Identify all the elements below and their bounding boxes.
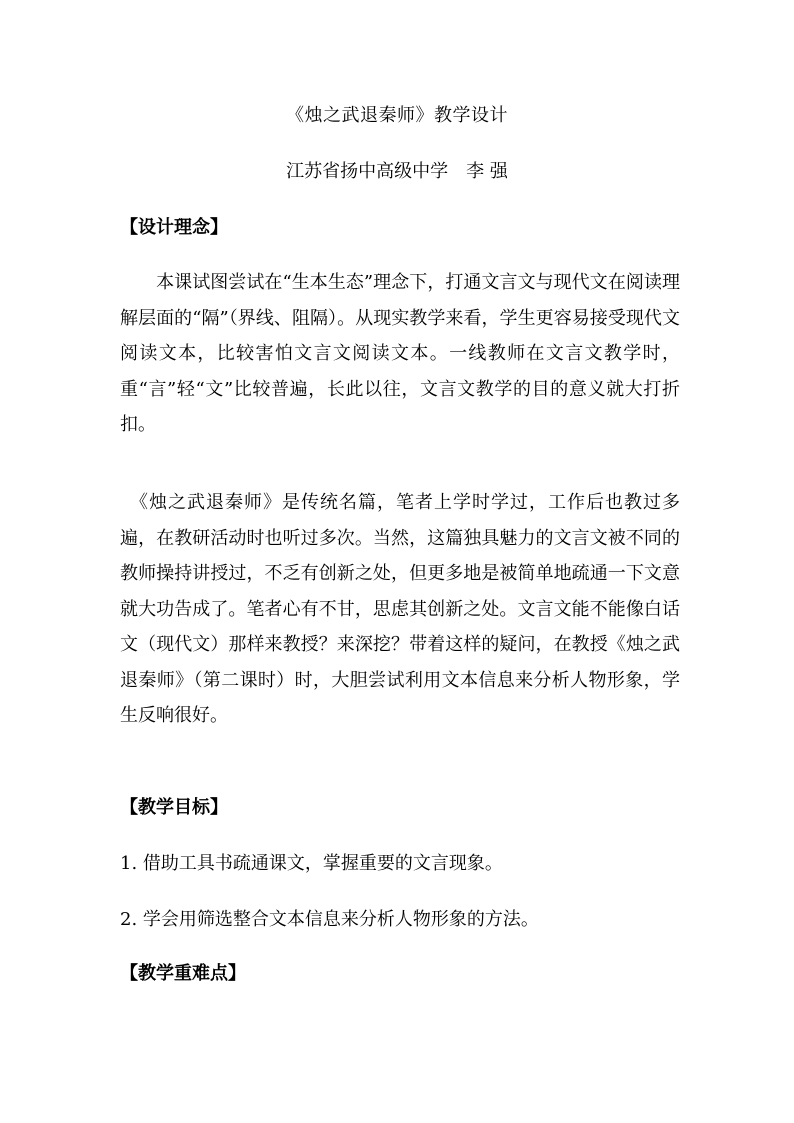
concept-paragraph-1: 本课试图尝试在“生本生态”理念下，打通文言文与现代文在阅读理解层面的“隔”（界线、阻隔）。从现实教学来看，学生更容易接受现代文阅读文本，比较害怕文言文阅读文本。一线教师在文言文教学时，重“言”轻“文”比较普遍，长此以往，文言文教学的目的意义就大打折扣。 [120, 272, 680, 435]
concept-paragraph-2: 《烛之武退秦师》是传统名篇，笔者上学时学过，工作后也教过多遍，在教研活动时也听过多次。当然，这篇独具魅力的文言文被不同的教师操持讲授过，不乏有创新之处，但更多地是被简单地疏通一下文意就大功告成了。笔者心有不甘，思虑其创新之处。文言文能不能像白话文（现代文）那样来教授？来深挖？带着这样的疑问，在教授《烛之武退秦师》（第二课时）时，大胆尝试利用文本信息来分析人物形象，学生反响很好。 [120, 492, 680, 726]
section-heading-goals: 【教学目标】 [120, 797, 228, 818]
goal-item-1: 1. 借助工具书疏通课文，掌握重要的文言现象。 [120, 853, 503, 874]
document-author: 江苏省扬中高级中学 李 强 [286, 161, 508, 182]
section-heading-concept: 【设计理念】 [120, 217, 228, 238]
goal-item-2: 2. 学会用筛选整合文本信息来分析人物形象的方法。 [120, 909, 539, 930]
section-heading-key-points: 【教学重难点】 [120, 963, 246, 984]
document-title: 《烛之武退秦师》教学设计 [286, 105, 508, 126]
